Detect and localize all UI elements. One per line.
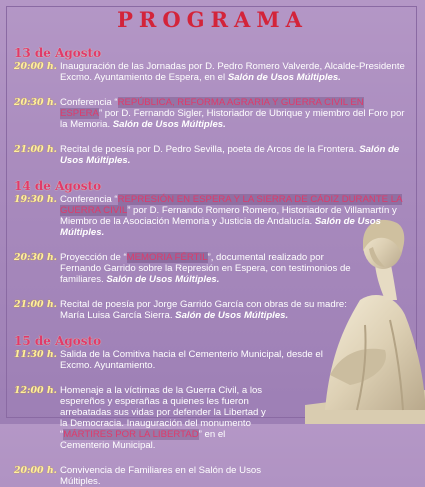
event-text-pre: Conferencia “ [60, 194, 118, 205]
event-text: Homenaje a la víctimas de la Guerra Civil, a los espereños y esperañas a quienes les fueron arrebatadas sus vidas por defender la Libertad y la Democracia. Inauguración del monumento “ [60, 385, 266, 440]
event-description [60, 97, 409, 130]
event-time: 21:00 h. [14, 144, 57, 155]
event-highlight: MEMORIA FÉRTIL [126, 252, 208, 263]
event-text-pre: Proyección de “ [60, 252, 127, 263]
event-row [14, 194, 409, 238]
day-heading: 15 de Agosto [14, 334, 102, 348]
event-highlight: MÁRTIRES POR LA LIBERTAD [63, 429, 199, 440]
event-row [14, 252, 409, 285]
event-row [14, 349, 409, 371]
event-time: 20:30 h. [14, 252, 57, 263]
event-text: ” por D. Fernando Sigler, Historiador de Ubrique y miembro del Foro por la Memoria. [60, 108, 405, 130]
page-title: PROGRAMA [117, 7, 308, 32]
event-row [14, 385, 409, 451]
event-text: Recital de poesía por Jorge Garrido García con obras de su madre: María Luisa García Sierra. [60, 299, 347, 321]
event-text-pre: Conferencia “ [60, 97, 118, 108]
event-text: Inauguración de las Jornadas por D. Pedro Romero Valverde, Alcalde-Presidente Excmo. Ayuntamiento de Espera, en el [60, 61, 405, 83]
day-heading: 14 de Agosto [14, 179, 102, 193]
event-time: 20:30 h. [14, 97, 57, 108]
event-text-post: ” en el Cementerio Municipal. [60, 429, 226, 451]
event-description [60, 144, 409, 166]
event-venue: Salón de Usos Múltiples. [175, 310, 289, 321]
day-heading: 13 de Agosto [14, 46, 102, 60]
event-time: 20:00 h. [14, 465, 57, 476]
event-description [60, 194, 409, 238]
event-highlight: REPÚBLICA, REFORMA AGRARIA Y GUERRA CIVIL EN ESPERA [60, 97, 364, 119]
event-description [60, 299, 356, 321]
program-content [14, 47, 409, 487]
event-venue: Salón de Usos Múltiples. [60, 144, 400, 166]
event-description [60, 465, 274, 487]
event-row [14, 144, 409, 166]
event-description [60, 349, 356, 371]
event-time: 19:30 h. [14, 194, 57, 205]
event-description [60, 252, 356, 285]
event-row [14, 61, 409, 83]
event-row [14, 97, 409, 130]
event-text: Convivencia de Familiares en el Salón de Usos Múltiples. [60, 465, 262, 487]
event-venue: Salón de Usos Múltiples. [112, 119, 226, 130]
event-text: Salida de la Comitiva hacia el Cementerio Municipal, desde el Excmo. Ayuntamiento. [60, 349, 323, 371]
event-time: 12:00 h. [14, 385, 57, 396]
event-text: ” por D. Fernando Romero Romero, Historiador de Villamartín y Miembro de la Asociación Memoria y Justicia de Andalucía. [60, 205, 397, 227]
event-time: 21:00 h. [14, 299, 57, 310]
event-venue: Salón de Usos Múltiples. [227, 72, 341, 83]
event-text: ”, documental realizado por Fernando Garrido sobre la Represión en Espera, con testimonios de familiares. [60, 252, 351, 285]
event-description [60, 385, 274, 451]
event-row [14, 465, 409, 487]
event-venue: Salón de Usos Múltiples. [60, 216, 381, 238]
event-time: 11:30 h. [14, 349, 57, 360]
event-venue: Salón de Usos Múltiples. [106, 274, 220, 285]
event-row [14, 299, 409, 321]
event-text: Recital de poesía por D. Pedro Sevilla, poeta de Arcos de la Frontera. [60, 144, 360, 155]
event-time: 20:00 h. [14, 61, 57, 72]
event-highlight: REPRESIÓN EN ESPERA Y LA SIERRA DE CÁDIZ DURANTE LA GUERRA CIVIL [60, 194, 403, 216]
event-description [60, 61, 409, 83]
